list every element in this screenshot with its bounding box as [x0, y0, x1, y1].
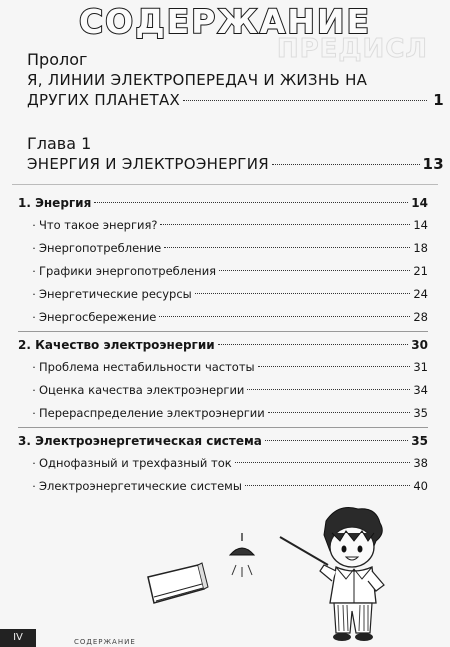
toc-item[interactable]: · Проблема нестабильности частоты 31 — [18, 356, 428, 379]
bullet-icon: · — [32, 288, 36, 301]
toc-list — [18, 192, 428, 498]
divider — [18, 427, 428, 428]
toc-item[interactable]: · Однофазный и трехфазный ток 38 — [18, 452, 428, 475]
illustration — [140, 505, 440, 645]
page-number: IV — [0, 629, 36, 647]
lamp-icon — [230, 533, 254, 577]
toc-item[interactable]: · Энергосбережение 28 — [18, 306, 428, 329]
character-icon — [320, 508, 384, 642]
divider — [18, 331, 428, 332]
prologue-label: Пролог — [27, 50, 88, 69]
bullet-icon: · — [32, 480, 36, 493]
toc-section-3[interactable]: 3. Электроэнергетическая система 35 — [18, 434, 428, 448]
prologue-entry[interactable] — [27, 50, 444, 110]
toc-section-2[interactable]: 2. Качество электроэнергии 30 — [18, 338, 428, 352]
bullet-icon: · — [32, 457, 36, 470]
toc-section-1[interactable]: 1. Энергия 14 — [18, 196, 428, 210]
leader-dots — [183, 99, 427, 101]
divider — [12, 184, 438, 185]
ghost-heading: ПРЕДИСЛ — [276, 34, 428, 64]
prologue-title: Я, ЛИНИИ ЭЛЕКТРОПЕРЕДАЧ И ЖИЗНЬ НА — [27, 71, 368, 89]
leader-dots — [94, 201, 408, 203]
toc-item[interactable]: · Что такое энергия? 14 — [18, 214, 428, 237]
bullet-icon: · — [32, 265, 36, 278]
bullet-icon: · — [32, 407, 36, 420]
toc-item[interactable]: · Энергетические ресурсы 24 — [18, 283, 428, 306]
chapter-entry[interactable] — [27, 134, 444, 174]
toc-item[interactable]: · Электроэнергетические системы 40 — [18, 475, 428, 498]
chapter-title: ЭНЕРГИЯ И ЭЛЕКТРОЭНЕРГИЯ — [27, 155, 269, 173]
air-conditioner-icon — [148, 563, 208, 603]
pointer-icon — [280, 537, 328, 565]
chapter-label: Глава 1 — [27, 134, 92, 153]
prologue-page: 1 — [433, 91, 444, 109]
bullet-icon: · — [32, 242, 36, 255]
prologue-title-cont: ДРУГИХ ПЛАНЕТАХ — [27, 91, 181, 109]
toc-item[interactable]: · Энергопотребление 18 — [18, 237, 428, 260]
leader-dots — [272, 163, 420, 165]
running-title: СОДЕРЖАНИЕ — [74, 638, 136, 646]
bullet-icon: · — [32, 219, 36, 232]
page-title: СОДЕРЖАНИЕ — [78, 2, 372, 41]
chapter-page: 13 — [422, 155, 444, 173]
toc-item[interactable]: · Перераспределение электроэнергии 35 — [18, 402, 428, 425]
bullet-icon: · — [32, 311, 36, 324]
toc-item[interactable]: · Графики энергопотребления 21 — [18, 260, 428, 283]
toc-item[interactable]: · Оценка качества электроэнергии 34 — [18, 379, 428, 402]
bullet-icon: · — [32, 384, 36, 397]
bullet-icon: · — [32, 361, 36, 374]
